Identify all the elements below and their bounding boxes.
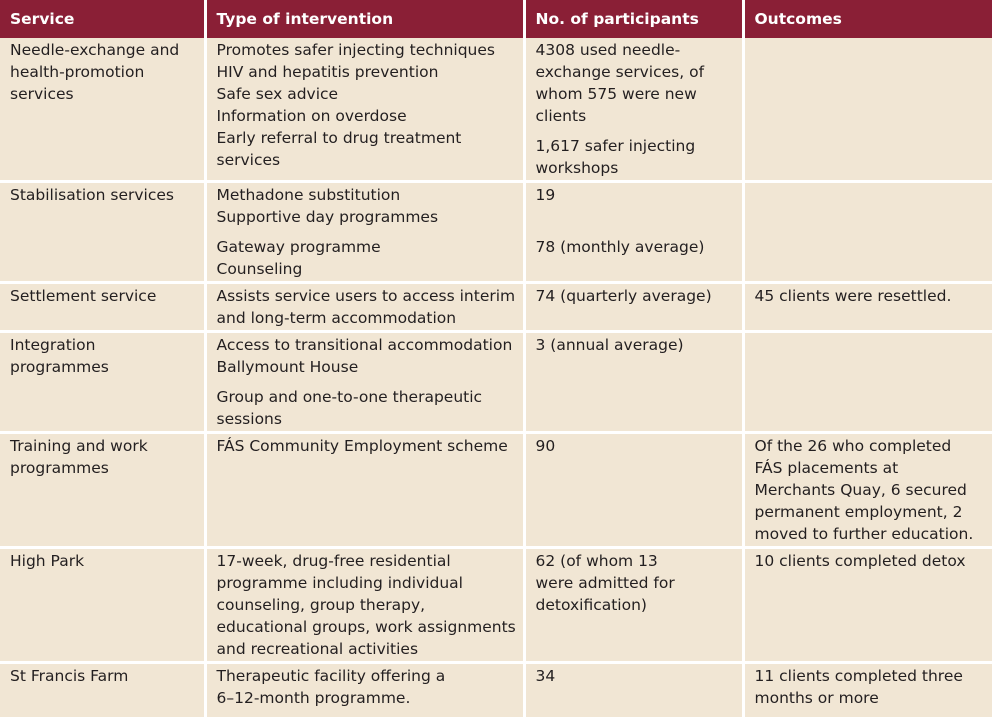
outcomes-cell xyxy=(743,332,992,433)
table-row xyxy=(0,433,992,548)
table-header-row xyxy=(0,0,992,38)
header-intervention: Type of intervention xyxy=(205,0,524,38)
service-cell: Training and work programmes xyxy=(0,433,205,548)
outcomes-cell: Of the 26 who completed FÁS placements at Merchants Quay, 6 secured permanent employment, 2 moved to further education. xyxy=(743,433,992,548)
outcomes-cell: 10 clients completed detox xyxy=(743,548,992,663)
intervention-cell: Promotes safer injecting techniques HIV and hepatitis prevention Safe sex advice Information on overdose Early referral to drug treatment services xyxy=(205,38,524,182)
service-cell: Integration programmes xyxy=(0,332,205,433)
service-cell: Stabilisation services xyxy=(0,182,205,283)
outcomes-cell: 11 clients completed three months or more xyxy=(743,663,992,719)
table-row xyxy=(0,38,992,182)
header-outcomes: Outcomes xyxy=(743,0,992,38)
participants-cell: 19 78 (monthly average) xyxy=(524,182,743,283)
participants-cell: 4308 used needle- exchange services, of whom 575 were new clients 1,617 safer injecting workshops xyxy=(524,38,743,182)
intervention-cell: Access to transitional accommodation Ballymount House Group and one-to-one therapeutic sessions xyxy=(205,332,524,433)
participants-cell: 62 (of whom 13 were admitted for detoxification) xyxy=(524,548,743,663)
service-cell: St Francis Farm xyxy=(0,663,205,719)
table-row xyxy=(0,283,992,332)
table-row xyxy=(0,182,992,283)
table-row xyxy=(0,332,992,433)
service-cell: Needle-exchange and health-promotion services xyxy=(0,38,205,182)
header-participants: No. of participants xyxy=(524,0,743,38)
outcomes-cell xyxy=(743,38,992,182)
intervention-cell: Methadone substitution Supportive day programmes Gateway programme Counseling xyxy=(205,182,524,283)
table-row xyxy=(0,548,992,663)
outcomes-cell: 45 clients were resettled. xyxy=(743,283,992,332)
intervention-cell: 17-week, drug-free residential programme including individual counseling, group therapy, educational groups, work assignments and recreational activities xyxy=(205,548,524,663)
intervention-cell: Therapeutic facility offering a 6–12-month programme. xyxy=(205,663,524,719)
participants-cell: 34 xyxy=(524,663,743,719)
service-cell: Settlement service xyxy=(0,283,205,332)
participants-cell: 74 (quarterly average) xyxy=(524,283,743,332)
service-cell: High Park xyxy=(0,548,205,663)
intervention-cell: Assists service users to access interim and long-term accommodation xyxy=(205,283,524,332)
participants-cell: 90 xyxy=(524,433,743,548)
header-service: Service xyxy=(0,0,205,38)
table-row xyxy=(0,663,992,719)
outcomes-cell xyxy=(743,182,992,283)
intervention-cell: FÁS Community Employment scheme xyxy=(205,433,524,548)
participants-cell: 3 (annual average) xyxy=(524,332,743,433)
